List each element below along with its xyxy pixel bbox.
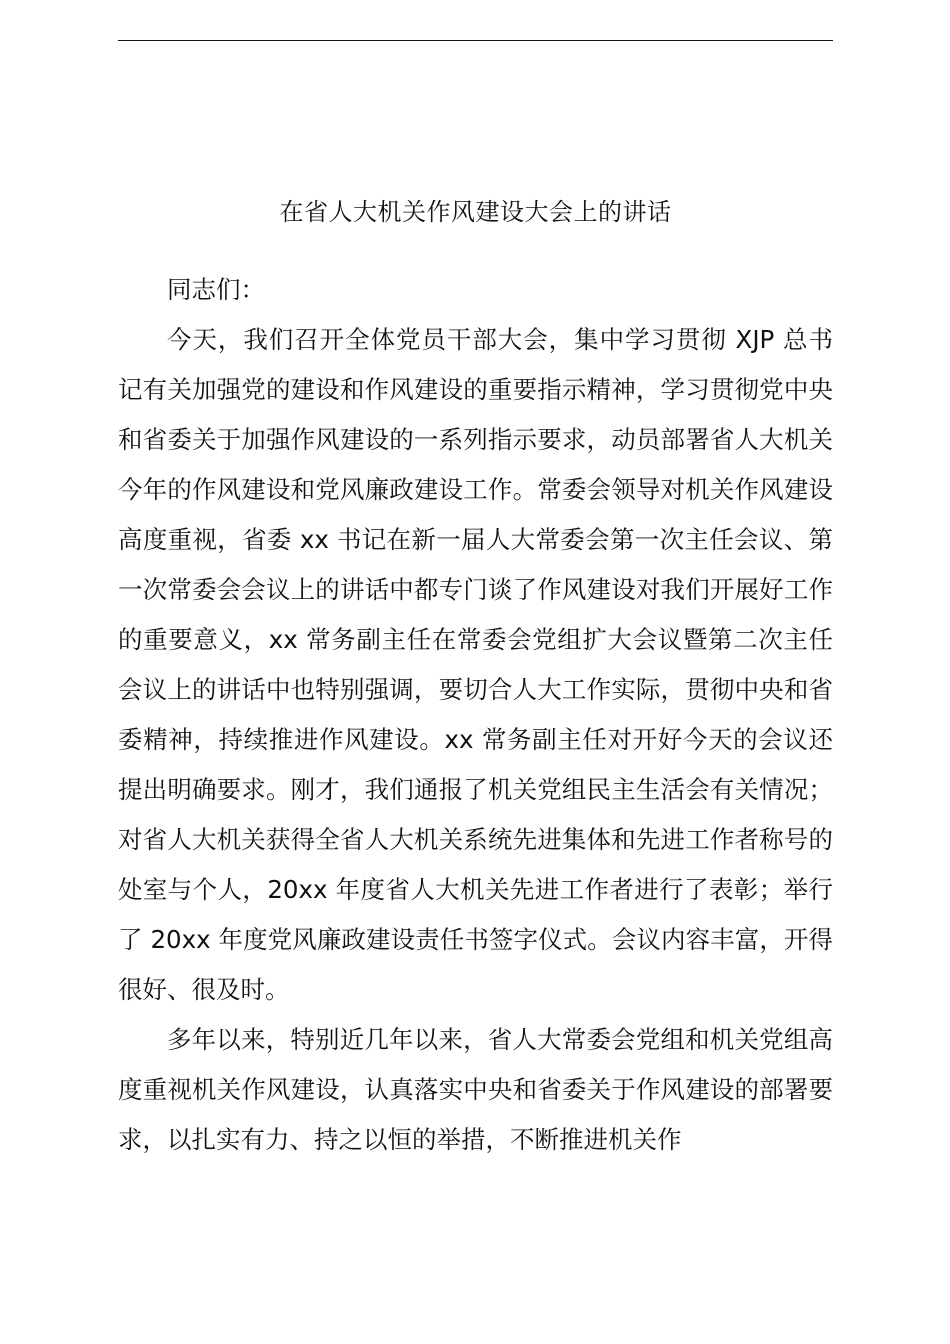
header-rule <box>118 40 833 41</box>
document-title: 在省人大机关作风建设大会上的讲话 <box>279 198 672 226</box>
salutation: 同志们： <box>167 275 265 304</box>
paragraph-2: 多年以来，特别近几年以来，省人大常委会党组和机关党组高度重视机关作风建设，认真落实中央和省委关于作风建设的部署要求，以扎实有力、持之以恒的举措，不断推进机关作 <box>118 1025 833 1154</box>
paragraph-1: 今天，我们召开全体党员干部大会，集中学习贯彻 XJP 总书记有关加强党的建设和作风建设的重要指示精神，学习贯彻党中央和省委关于加强作风建设的一系列指示要求，动员部署省人大机关今年的作风建设和党风廉政建设工作。常委会领导对机关作风建设高度重视，省委 xx 书记在新一届人大常委会第一次主任会议、第一次常委会会议上的讲话中都专门谈了作风建设对我们开展好工作的重要意义，xx 常务副主任在常委会党组扩大会议暨第二次主任会议上的讲话中也特别强调，要切合人大工作实际，贯彻中央和省委精神，持续推进作风建设。xx 常务副主任对开好今天的会议还提出明确要求。刚才，我们通报了机关党组民主生活会有关情况；对省人大机关获得全省人大机关系统先进集体和先进工作者称号的处室与个人，20xx 年度省人大机关先进工作者进行了表彰；举行了 20xx 年度党风廉政建设责任书签字仪式。会议内容丰富，开得很好、很及时。 <box>118 325 833 1004</box>
document-body <box>118 265 833 1165</box>
